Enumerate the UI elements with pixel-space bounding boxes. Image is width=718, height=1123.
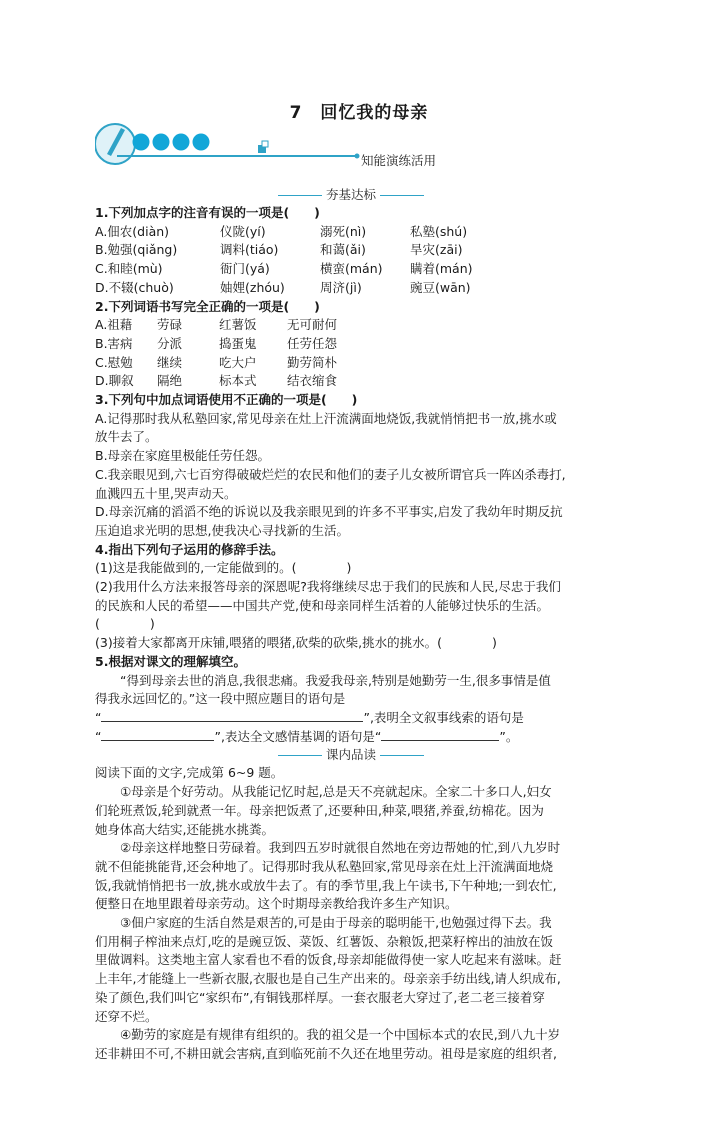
q2-option-c[interactable]: C.慰勉 继续 吃大户 勤劳简朴 [95,354,338,370]
q3-option-b[interactable]: B.母亲在家庭里极能任劳任怨。 [95,448,271,464]
passage-paragraph-3: ③佃户家庭的生活自然是艰苦的,可是由于母亲的聪明能干,也勉强过得下去。我 们用桐子榨油来点灯,吃的是豌豆饭、菜饭、红薯饭、杂粮饭,把菜籽榨出的油放在饭 里做调料。这类地主富人家看也不看的饭食,母亲却能做得使一家人吃起来有滋味。赶 上丰年,才能缝上一些新衣服,衣服也是自己生产出来的。母亲亲手纺出线,请人织成布, 染了颜色,我们叫它“家织布”,有铜钱那样厚。一套衣服老大穿过了,老二老三接着穿 还穿不烂。 [95,915,562,1024]
banner-dot-1 [133,134,150,151]
q4-item-2[interactable]: (2)我用什么方法来报答母亲的深恩呢?我将继续尽忠于我们的民族和人民,尽忠于我们 [95,579,561,595]
answer-blank-3[interactable] [381,728,499,741]
q4-item-3[interactable]: (3)接着大家都离开床铺,喂猪的喂猪,砍柴的砍柴,挑水的挑水。( ) [95,635,497,651]
q5-quote: “得到母亲去世的消息,我很悲痛。我爱我母亲,特别是她勤劳一生,很多事情是值 [120,672,551,688]
q4-item-1[interactable]: (1)这是我能做到的,一定能做到的。( ) [95,560,352,576]
section-header-reading: 课内品读 [95,746,607,764]
section-banner [95,120,615,176]
question-3-stem: 3.下列句中加点词语使用不正确的一项是( ) [95,392,358,408]
question-2-stem: 2.下列词语书写完全正确的一项是( ) [95,298,320,314]
q5-blank-line-1: “ ”,表明全文叙事线索的语句是 [95,709,524,725]
q3-option-a[interactable]: A.记得那时我从私塾回家,常见母亲在灶上汗流满面地烧饭,我就悄悄把书一放,挑水或 [95,410,557,426]
page-title: 7 回忆我的母亲 [289,103,429,123]
banner-end-dot [355,154,360,159]
banner-dot-2 [153,134,170,151]
q1-option-b[interactable]: B.勉强(qiǎng) 调料(tiáo) 和蔼(ǎi) 旱灾(zāi) [95,242,463,258]
q4-item-2-answer[interactable]: ( ) [95,616,155,632]
q1-option-c[interactable]: C.和睦(mù) 衙门(yá) 横蛮(mán) 瞒着(mán) [95,261,473,277]
worksheet-content [95,186,607,1064]
q5-blank-line-2: “ ”,表达全文感情基调的语句是“ ”。 [95,728,519,744]
passage-paragraph-1: ①母亲是个好劳动。从我能记忆时起,总是天不亮就起床。全家二十多口人,妇女 们轮班煮饭,轮到就煮一年。母亲把饭煮了,还要种田,种菜,喂猪,养蚕,纺棉花。因为 她身体高大结实,还能挑水挑粪。 [95,784,552,837]
q1-option-a[interactable]: A.佃农(diàn) 仪陇(yí) 溺死(nì) 私塾(shú) [95,223,468,239]
q3-option-a-cont: 放牛去了。 [95,429,158,445]
passage-paragraph-4: ④勤劳的家庭是有规律有组织的。我的祖父是一个中国标本式的农民,到八九十岁 还非耕田不可,不耕田就会害病,直到临死前不久还在地里劳动。祖母是家庭的组织者, [95,1027,561,1061]
q3-option-d-cont: 压迫追求光明的思想,使我决心寻找新的生活。 [95,522,349,538]
q4-item-2-cont: 的民族和人民的希望——中国共产党,使和母亲同样生活着的人能够过快乐的生活。 [95,597,549,613]
passage-paragraph-2: ②母亲这样地整日劳碌着。我到四五岁时就很自然地在旁边帮她的忙,到八九岁时 就不但能挑能背,还会种地了。记得那时我从私塾回家,常见母亲在灶上汗流满面地烧 饭,我就悄悄把书一放,挑水或放牛去了。有的季节里,我上午读书,下午种地;一到农忙, 便整日在地里跟着母亲劳动。这个时期母亲教给我许多生产知识。 [95,840,561,912]
q3-option-d[interactable]: D.母亲沉痛的滔滔不绝的诉说以及我亲眼见到的许多不平事实,启发了我幼年时期反抗 [95,504,563,520]
question-1-stem: 1.下列加点字的注音有误的一项是( ) [95,205,320,220]
section-header-basic: 夯基达标 [95,186,607,204]
q3-option-c-cont: 血溅四五十里,哭声动天。 [95,485,237,501]
q2-option-d[interactable]: D.聊叙 隔绝 标本式 结衣缩食 [95,373,338,389]
q1-option-d[interactable]: D.不辍(chuò) 妯娌(zhóu) 周济(jì) 豌豆(wān) [95,279,471,295]
q2-option-b[interactable]: B.害病 分派 捣蛋鬼 任劳任怨 [95,335,338,351]
answer-blank-1[interactable] [101,709,363,722]
question-5-stem: 5.根据对课文的理解填空。 [95,653,246,669]
q5-quote-cont: 得我永远回忆的。”这一段中照应题目的语句是 [95,691,346,707]
q2-option-a[interactable]: A.祖藉 劳碌 红薯饭 无可耐何 [95,317,338,333]
answer-blank-2[interactable] [101,728,214,741]
banner-dot-3 [173,134,190,151]
reading-intro: 阅读下面的文字,完成第 6~9 题。 [95,765,284,781]
banner-label: 知能演练活用 [361,153,437,168]
question-4-stem: 4.指出下列句子运用的修辞手法。 [95,541,284,557]
banner-dot-4 [193,134,210,151]
q3-option-c[interactable]: C.我亲眼见到,六七百穷得破破烂烂的农民和他们的妻子儿女被所谓官兵一阵凶杀毒打, [95,466,566,482]
